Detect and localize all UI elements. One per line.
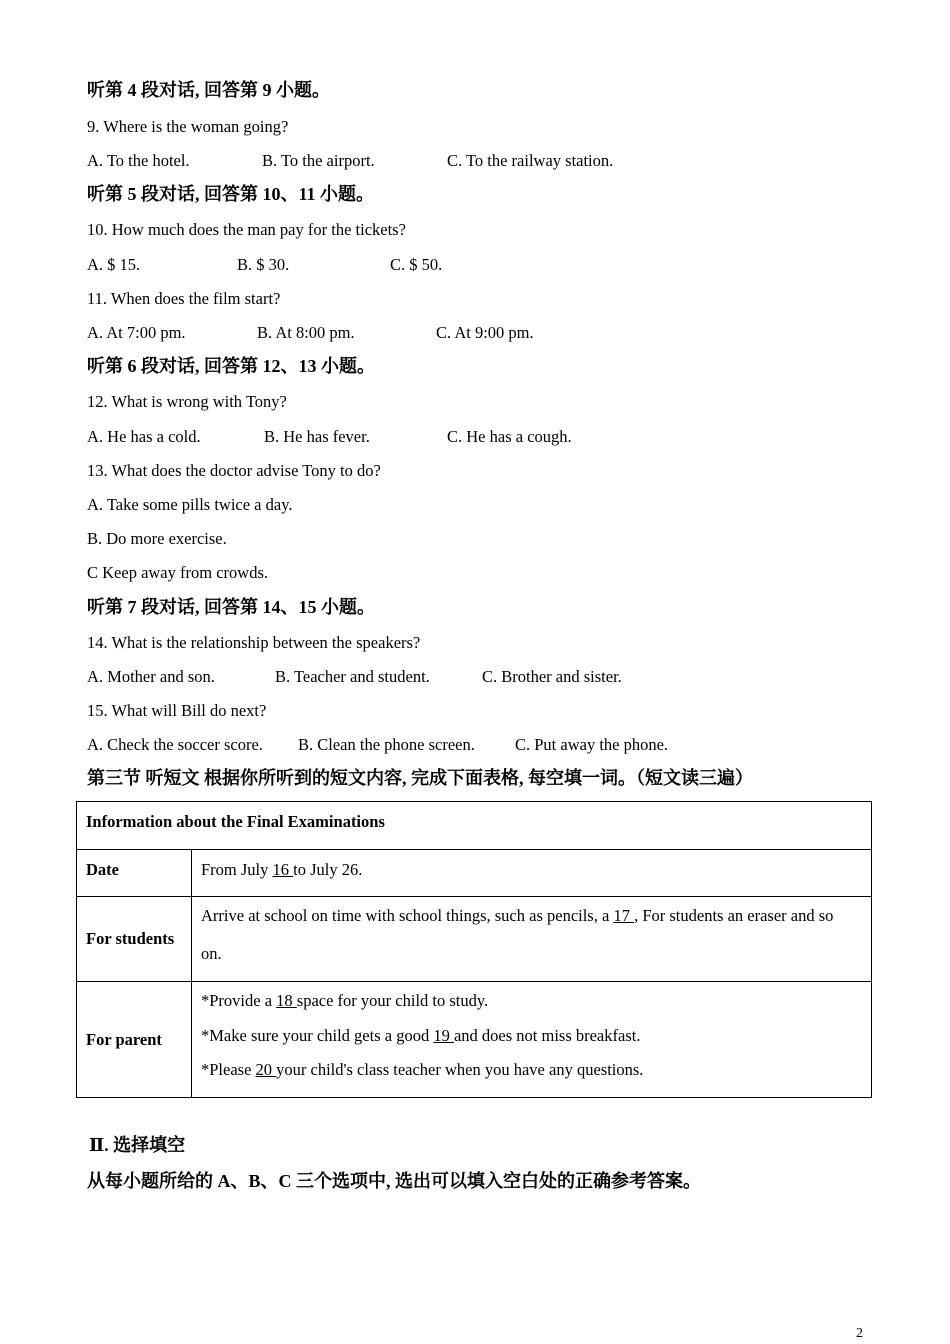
option-12a: A. He has a cold. (87, 427, 201, 446)
option-10c: C. $ 50. (390, 255, 443, 274)
option-11c: C. At 9:00 pm. (436, 323, 534, 342)
parent-line-3 (201, 1060, 862, 1090)
students-text-pre: Arrive at school on time with school things, such as pencils, a (201, 906, 614, 925)
part3-heading: 第三节 听短文 根据你所听到的短文内容, 完成下面表格, 每空填一词。（短文读三遍） (87, 768, 753, 788)
students-cell (192, 897, 872, 982)
option-15b: B. Clean the phone screen. (298, 735, 475, 754)
option-13b: B. Do more exercise. (87, 529, 227, 548)
option-11a: A. At 7:00 pm. (87, 323, 186, 342)
option-13c: C Keep away from crowds. (87, 563, 268, 582)
option-14c: C. Brother and sister. (482, 667, 622, 686)
option-15a: A. Check the soccer score. (87, 735, 263, 754)
parent-l3-post: your child's class teacher when you have any questions. (276, 1060, 644, 1079)
question-14: 14. What is the relationship between the speakers? (87, 633, 421, 652)
parent-l1-post: space for your child to study. (296, 991, 489, 1010)
parent-l1-pre: *Provide a (201, 991, 277, 1010)
question-9: 9. Where is the woman going? (87, 117, 289, 136)
blank-19: 19 (433, 1026, 454, 1045)
option-10b: B. $ 30. (237, 255, 290, 274)
date-label: Date (77, 850, 192, 897)
question-10: 10. How much does the man pay for the tickets? (87, 220, 406, 239)
section-heading-4: 听第 4 段对话, 回答第 9 小题。 (87, 80, 330, 100)
option-13a: A. Take some pills twice a day. (87, 495, 293, 514)
parent-line-1 (201, 991, 862, 1026)
option-10a: A. $ 15. (87, 255, 141, 274)
option-9b: B. To the airport. (262, 151, 375, 170)
parent-l3-pre: *Please (201, 1060, 256, 1079)
students-line-2: on. (201, 944, 222, 963)
question-12: 12. What is wrong with Tony? (87, 392, 287, 411)
students-label: For students (77, 897, 192, 982)
page-number: 2 (856, 1326, 863, 1341)
option-14b: B. Teacher and student. (275, 667, 430, 686)
blank-16: 16 (272, 860, 294, 879)
blank-18: 18 (276, 991, 297, 1010)
section-heading-6: 听第 6 段对话, 回答第 12、13 小题。 (87, 356, 375, 376)
option-9a: A. To the hotel. (87, 151, 190, 170)
parent-line-2 (201, 1026, 862, 1060)
option-12c: C. He has a cough. (447, 427, 572, 446)
question-15: 15. What will Bill do next? (87, 701, 267, 720)
date-text-pre: From July (201, 860, 273, 879)
option-15c: C. Put away the phone. (515, 735, 669, 754)
option-9c: C. To the railway station. (447, 151, 614, 170)
date-text-post: to July 26. (293, 860, 363, 879)
parent-l2-post: and does not miss breakfast. (453, 1026, 641, 1045)
option-11b: B. At 8:00 pm. (257, 323, 355, 342)
section-heading-5: 听第 5 段对话, 回答第 10、11 小题。 (87, 184, 375, 204)
table-title: Information about the Final Examinations (77, 802, 872, 850)
question-13: 13. What does the doctor advise Tony to do? (87, 461, 381, 480)
part2-instruction: 从每小题所给的 A、B、C 三个选项中, 选出可以填入空白处的正确参考答案。 (87, 1171, 702, 1191)
students-text-post: , For students an eraser and so (634, 906, 834, 925)
option-12b: B. He has fever. (264, 427, 370, 446)
part2-title: Ⅱ. 选择填空 (89, 1135, 186, 1155)
blank-20: 20 (255, 1060, 277, 1079)
date-cell (192, 850, 872, 897)
parent-label: For parent (77, 982, 192, 1098)
section-heading-7: 听第 7 段对话, 回答第 14、15 小题。 (87, 597, 375, 617)
students-line-1 (201, 906, 862, 926)
final-exam-info-table (76, 801, 872, 1098)
parent-l2-pre: *Make sure your child gets a good (201, 1026, 434, 1045)
blank-17: 17 (613, 906, 635, 925)
option-14a: A. Mother and son. (87, 667, 215, 686)
parent-cell (192, 982, 872, 1098)
question-11: 11. When does the film start? (87, 289, 281, 308)
